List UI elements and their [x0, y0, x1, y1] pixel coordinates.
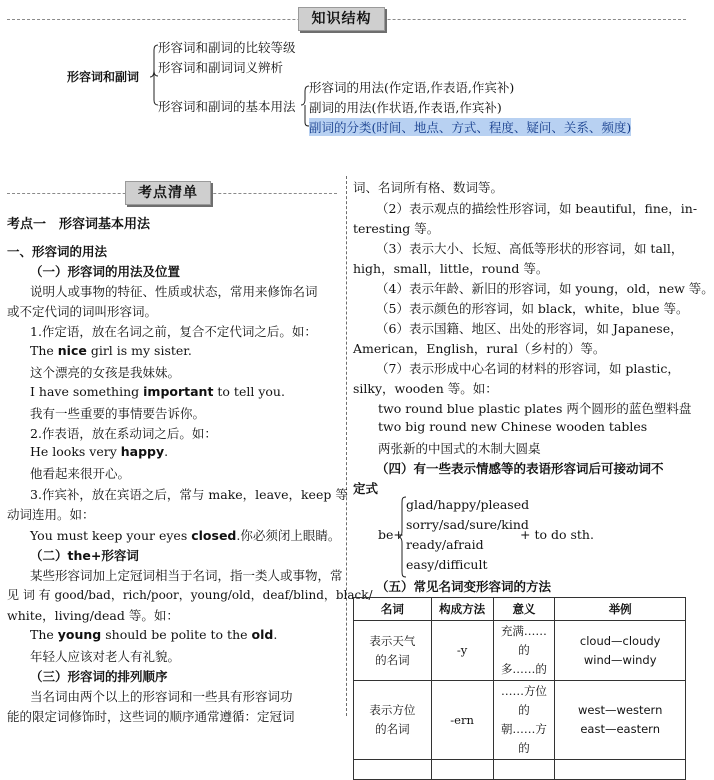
tree-branch-basic-usage: 形容词和副词的基本用法 — [158, 99, 296, 114]
example-sentence: He looks very happy. — [30, 444, 169, 459]
column-header: 意义 — [493, 598, 555, 621]
tree-leaf-adverb-classification: 副词的分类(时间、地点、方式、程度、疑问、关系、频度) — [309, 120, 632, 135]
order-item: teresting 等。 — [353, 221, 440, 236]
subsection-heading: （三）形容词的排列顺序 — [30, 669, 168, 684]
example-sentence: two round blue plastic plates 两个圆形的蓝色塑料盘 — [378, 401, 692, 416]
tree-branch-comparison: 形容词和副词的比较等级 — [158, 40, 296, 55]
order-item: （7）表示形成中心名词的材料的形容词，如 plastic， — [376, 361, 680, 376]
noun-cell: 表示天气 的名词 — [354, 621, 432, 681]
brace-item: sorry/sad/sure/kind — [406, 517, 529, 532]
brace-item: easy/difficult — [406, 557, 488, 572]
order-item: silky，wooden 等。如： — [353, 381, 498, 396]
section-header-knowledge-structure: 知识结构 — [298, 7, 385, 31]
section-header-checklist: 考点清单 — [125, 181, 211, 205]
subsection-heading: （二）the+形容词 — [30, 548, 139, 563]
example-translation: 他看起来很开心。 — [30, 466, 131, 481]
column-header: 举例 — [555, 598, 686, 621]
table-row — [354, 760, 686, 780]
example-cell: cloud—cloudy wind—windy — [555, 621, 686, 681]
section-heading: 一、形容词的用法 — [7, 244, 108, 259]
tree-root: 形容词和副词 — [67, 70, 140, 84]
rule-line: 动词连用。如： — [7, 507, 95, 522]
example-translation: 这个漂亮的女孩是我妹妹。 — [30, 365, 181, 380]
rule-line: 1.作定语，放在名词之前，复合不定代词之后。如： — [30, 324, 317, 339]
paragraph-line: 见 词 有 good/bad，rich/poor，young/old，deaf/blind，black/ — [7, 588, 373, 602]
paragraph-line: 能的限定词修饰时，这些词的顺序通常遵循：定冠词 — [7, 709, 295, 724]
order-item: （2）表示观点的描绘性形容词，如 beautiful，fine，in- — [376, 201, 698, 216]
brace-suffix: + to do sth. — [520, 527, 594, 542]
example-translation: 我有一些重要的事情要告诉你。 — [30, 406, 206, 421]
table-header-row — [354, 598, 686, 621]
order-item: （3）表示大小、长短、高低等形状的形容词，如 tall， — [376, 241, 684, 256]
rule-line: 2.作表语，放在系动词之后。如： — [30, 426, 217, 441]
tree-leaf-adjective-usage: 形容词的用法(作定语,作表语,作宾补) — [309, 80, 515, 95]
paragraph-line: 或不定代词的词叫形容词。 — [7, 304, 158, 319]
meaning-cell: 充满……的 多……的 — [493, 621, 555, 681]
example-translation: 两张新的中国式的木制大圆桌 — [378, 441, 541, 456]
paragraph-line: 某些形容词加上定冠词相当于名词，指一类人或事物，常 — [30, 568, 343, 583]
subsection-heading: （一）形容词的用法及位置 — [30, 264, 181, 279]
noun-cell: 表示方位 的名词 — [354, 681, 432, 760]
column-header: 名词 — [354, 598, 432, 621]
noun-to-adjective-table — [353, 597, 686, 780]
topic-title: 考点一 形容词基本用法 — [7, 217, 151, 232]
tree-leaf-adverb-usage: 副词的用法(作状语,作表语,作宾补) — [309, 100, 502, 115]
paragraph-line: 当名词由两个以上的形容词和一些具有形容词功 — [30, 689, 293, 704]
order-item: （4）表示年龄、新旧的形容词，如 young，old，new 等。 — [376, 281, 714, 296]
example-sentence: two big round new Chinese wooden tables — [378, 419, 648, 434]
example-translation: 年轻人应该对老人有礼貌。 — [30, 649, 181, 664]
example-sentence: You must keep your eyes closed.你必须闭上眼睛。 — [30, 528, 341, 543]
subsection-heading: （五）常见名词变形容词的方法 — [376, 579, 552, 594]
order-item: high，small，little，round 等。 — [353, 261, 549, 276]
brace-prefix: be+ — [378, 527, 404, 542]
paragraph-line: 说明人或事物的特征、性质或状态，常用来修饰名词 — [30, 284, 318, 299]
subsection-heading: 定式 — [353, 481, 379, 496]
example-sentence: The young should be polite to the old. — [30, 627, 278, 642]
paragraph-line: white，living/dead 等。如： — [7, 608, 179, 623]
method-cell: -ern — [431, 681, 493, 760]
brace-item: ready/afraid — [406, 537, 484, 552]
table-row — [354, 621, 686, 681]
order-item: （5）表示颜色的形容词，如 black，white，blue 等。 — [376, 301, 689, 316]
column-divider — [346, 176, 347, 716]
method-cell: -y — [431, 621, 493, 681]
order-item: American，English，rural（乡村的）等。 — [353, 341, 606, 356]
example-cell: west—western east—eastern — [555, 681, 686, 760]
brace-item: glad/happy/pleased — [406, 497, 530, 512]
example-sentence: The nice girl is my sister. — [30, 343, 192, 358]
subsection-heading: （四）有一些表示情感等的表语形容词后可接动词不 — [376, 461, 664, 476]
tree-branch-discrimination: 形容词和副词词义辨析 — [158, 60, 284, 75]
order-item: （6）表示国籍、地区、出处的形容词，如 Japanese， — [376, 321, 683, 336]
rule-line: 3.作宾补，放在宾语之后，常与 make，leave，keep 等 — [30, 487, 348, 502]
paragraph-line: 词、名词所有格、数词等。 — [353, 180, 504, 195]
meaning-cell: ……方位的 朝……方的 — [493, 681, 555, 760]
column-header: 构成方法 — [431, 598, 493, 621]
example-sentence: I have something important to tell you. — [30, 384, 285, 399]
table-row — [354, 681, 686, 760]
